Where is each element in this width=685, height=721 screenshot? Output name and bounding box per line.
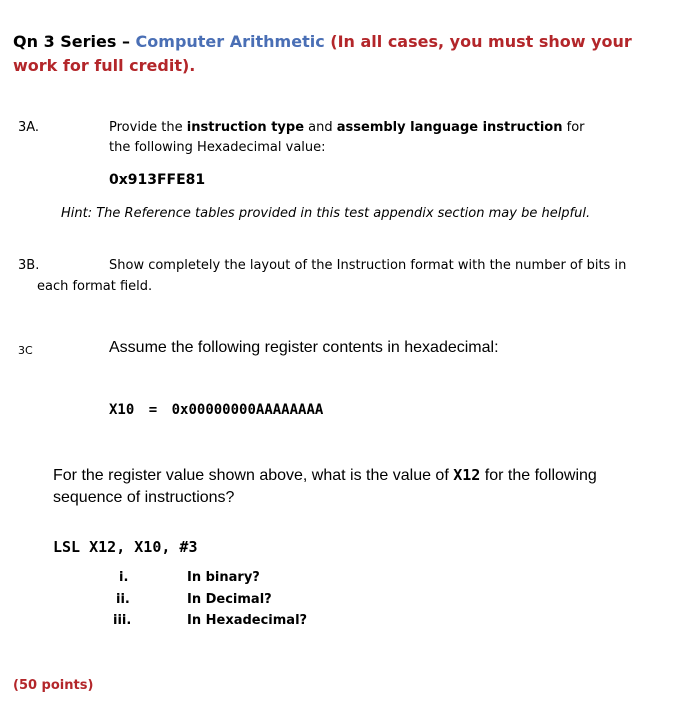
q3c-question-register: X12 (453, 466, 481, 484)
part-num: ii. (116, 592, 130, 607)
question-3b-text-line2: each format field. (37, 279, 153, 294)
part-text: In Hexadecimal? (187, 613, 308, 628)
question-3c-label: 3C (18, 344, 33, 357)
part-text: In binary? (187, 570, 260, 585)
register-equals: = (148, 402, 158, 418)
part-text: In Decimal? (187, 592, 272, 607)
question-3b-label: 3B. (18, 258, 40, 273)
q3a-bold-instruction-type: instruction type (186, 120, 305, 135)
hint-text: Hint: The Reference tables provided in this test appendix section may be helpful. (61, 206, 591, 221)
question-3a-text (109, 118, 609, 158)
register-name: X10 (109, 402, 135, 418)
register-line (109, 402, 323, 418)
question-title (13, 30, 653, 78)
question-3b-text-line1: Show completely the layout of the Instruction format with the number of bits in (109, 258, 627, 273)
points-label: (50 points) (13, 678, 94, 693)
instruction-line: LSL X12, X10, #3 (53, 538, 198, 556)
question-3c-text (53, 464, 613, 509)
q3a-text-part: Provide the (109, 120, 187, 135)
title-dash: – (116, 32, 136, 51)
title-note: (In all cases, you must show your work for full credit). (13, 32, 632, 75)
part-num: i. (119, 570, 129, 585)
hex-value: 0x913FFE81 (109, 172, 206, 188)
assume-text: Assume the following register contents in hexadecimal: (109, 339, 499, 356)
q3a-bold-assembly: assembly language instruction (336, 120, 563, 135)
title-prefix: Qn 3 Series (13, 32, 117, 51)
q3c-question-part: for the following sequence of instructions? (53, 467, 597, 506)
part-num: iii. (113, 613, 132, 628)
q3c-question-part: For the register value shown above, what is the value of (53, 467, 454, 484)
q3a-text-part: and (304, 120, 337, 135)
title-topic: Computer Arithmetic (135, 32, 325, 51)
q3a-text-part: for the following Hexadecimal value: (109, 120, 585, 155)
register-value: 0x00000000AAAAAAAA (171, 402, 324, 418)
question-3a-label: 3A. (18, 120, 40, 135)
